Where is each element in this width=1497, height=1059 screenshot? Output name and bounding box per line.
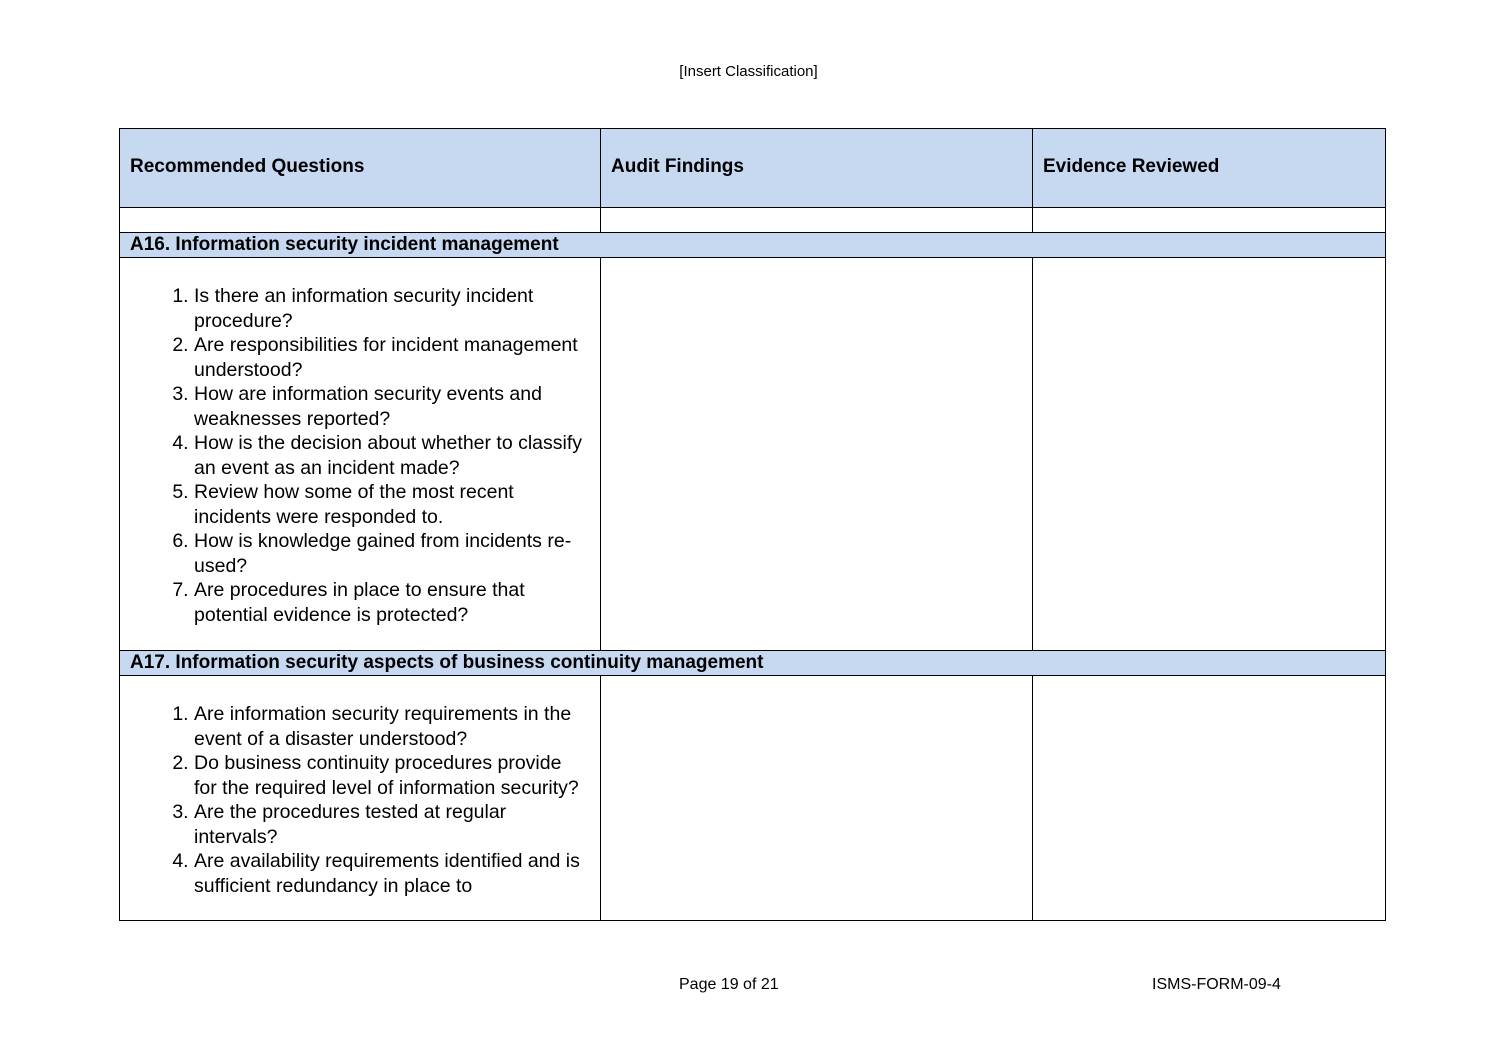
- table-cell: [120, 208, 601, 233]
- classification-label: [Insert Classification]: [679, 63, 818, 80]
- question-item: 6. How is knowledge gained from incidents re-used?: [194, 529, 584, 578]
- questions-cell: [120, 258, 601, 651]
- question-item: 1. Is there an information security incident procedure?: [194, 284, 584, 333]
- table-header-row: [120, 129, 1386, 208]
- table-row: [120, 258, 1386, 651]
- column-header-questions: Recommended Questions: [120, 129, 601, 208]
- evidence-reviewed-cell[interactable]: [1033, 676, 1386, 921]
- column-header-evidence: Evidence Reviewed: [1033, 129, 1386, 208]
- question-list: [120, 702, 584, 898]
- question-item: 2. Do business continuity procedures provide for the required level of information security?: [194, 751, 584, 800]
- question-item: 3. How are information security events and weaknesses reported?: [194, 382, 584, 431]
- table-row: [120, 208, 1386, 233]
- question-item: 2. Are responsibilities for incident management understood?: [194, 333, 584, 382]
- form-id: ISMS-FORM-09-4: [1152, 976, 1281, 993]
- section-title-a17: A17. Information security aspects of business continuity management: [120, 651, 1386, 676]
- audit-findings-cell[interactable]: [601, 258, 1033, 651]
- table-cell: [601, 208, 1033, 233]
- section-title-a16: A16. Information security incident management: [120, 233, 1386, 258]
- question-item: 4. Are availability requirements identified and is sufficient redundancy in place to: [194, 849, 584, 898]
- question-item: 3. Are the procedures tested at regular intervals?: [194, 800, 584, 849]
- table-row: [120, 676, 1386, 921]
- audit-table: [119, 128, 1386, 921]
- column-header-findings: Audit Findings: [601, 129, 1033, 208]
- question-item: 5. Review how some of the most recent incidents were responded to.: [194, 480, 584, 529]
- questions-cell: [120, 676, 601, 921]
- question-list: [120, 284, 584, 627]
- evidence-reviewed-cell[interactable]: [1033, 258, 1386, 651]
- section-heading-row: [120, 233, 1386, 258]
- question-item: 7. Are procedures in place to ensure that potential evidence is protected?: [194, 578, 584, 627]
- audit-findings-cell[interactable]: [601, 676, 1033, 921]
- question-item: 1. Are information security requirements in the event of a disaster understood?: [194, 702, 584, 751]
- page-number: Page 19 of 21: [679, 976, 779, 993]
- table-cell: [1033, 208, 1386, 233]
- question-item: 4. How is the decision about whether to classify an event as an incident made?: [194, 431, 584, 480]
- section-heading-row: [120, 651, 1386, 676]
